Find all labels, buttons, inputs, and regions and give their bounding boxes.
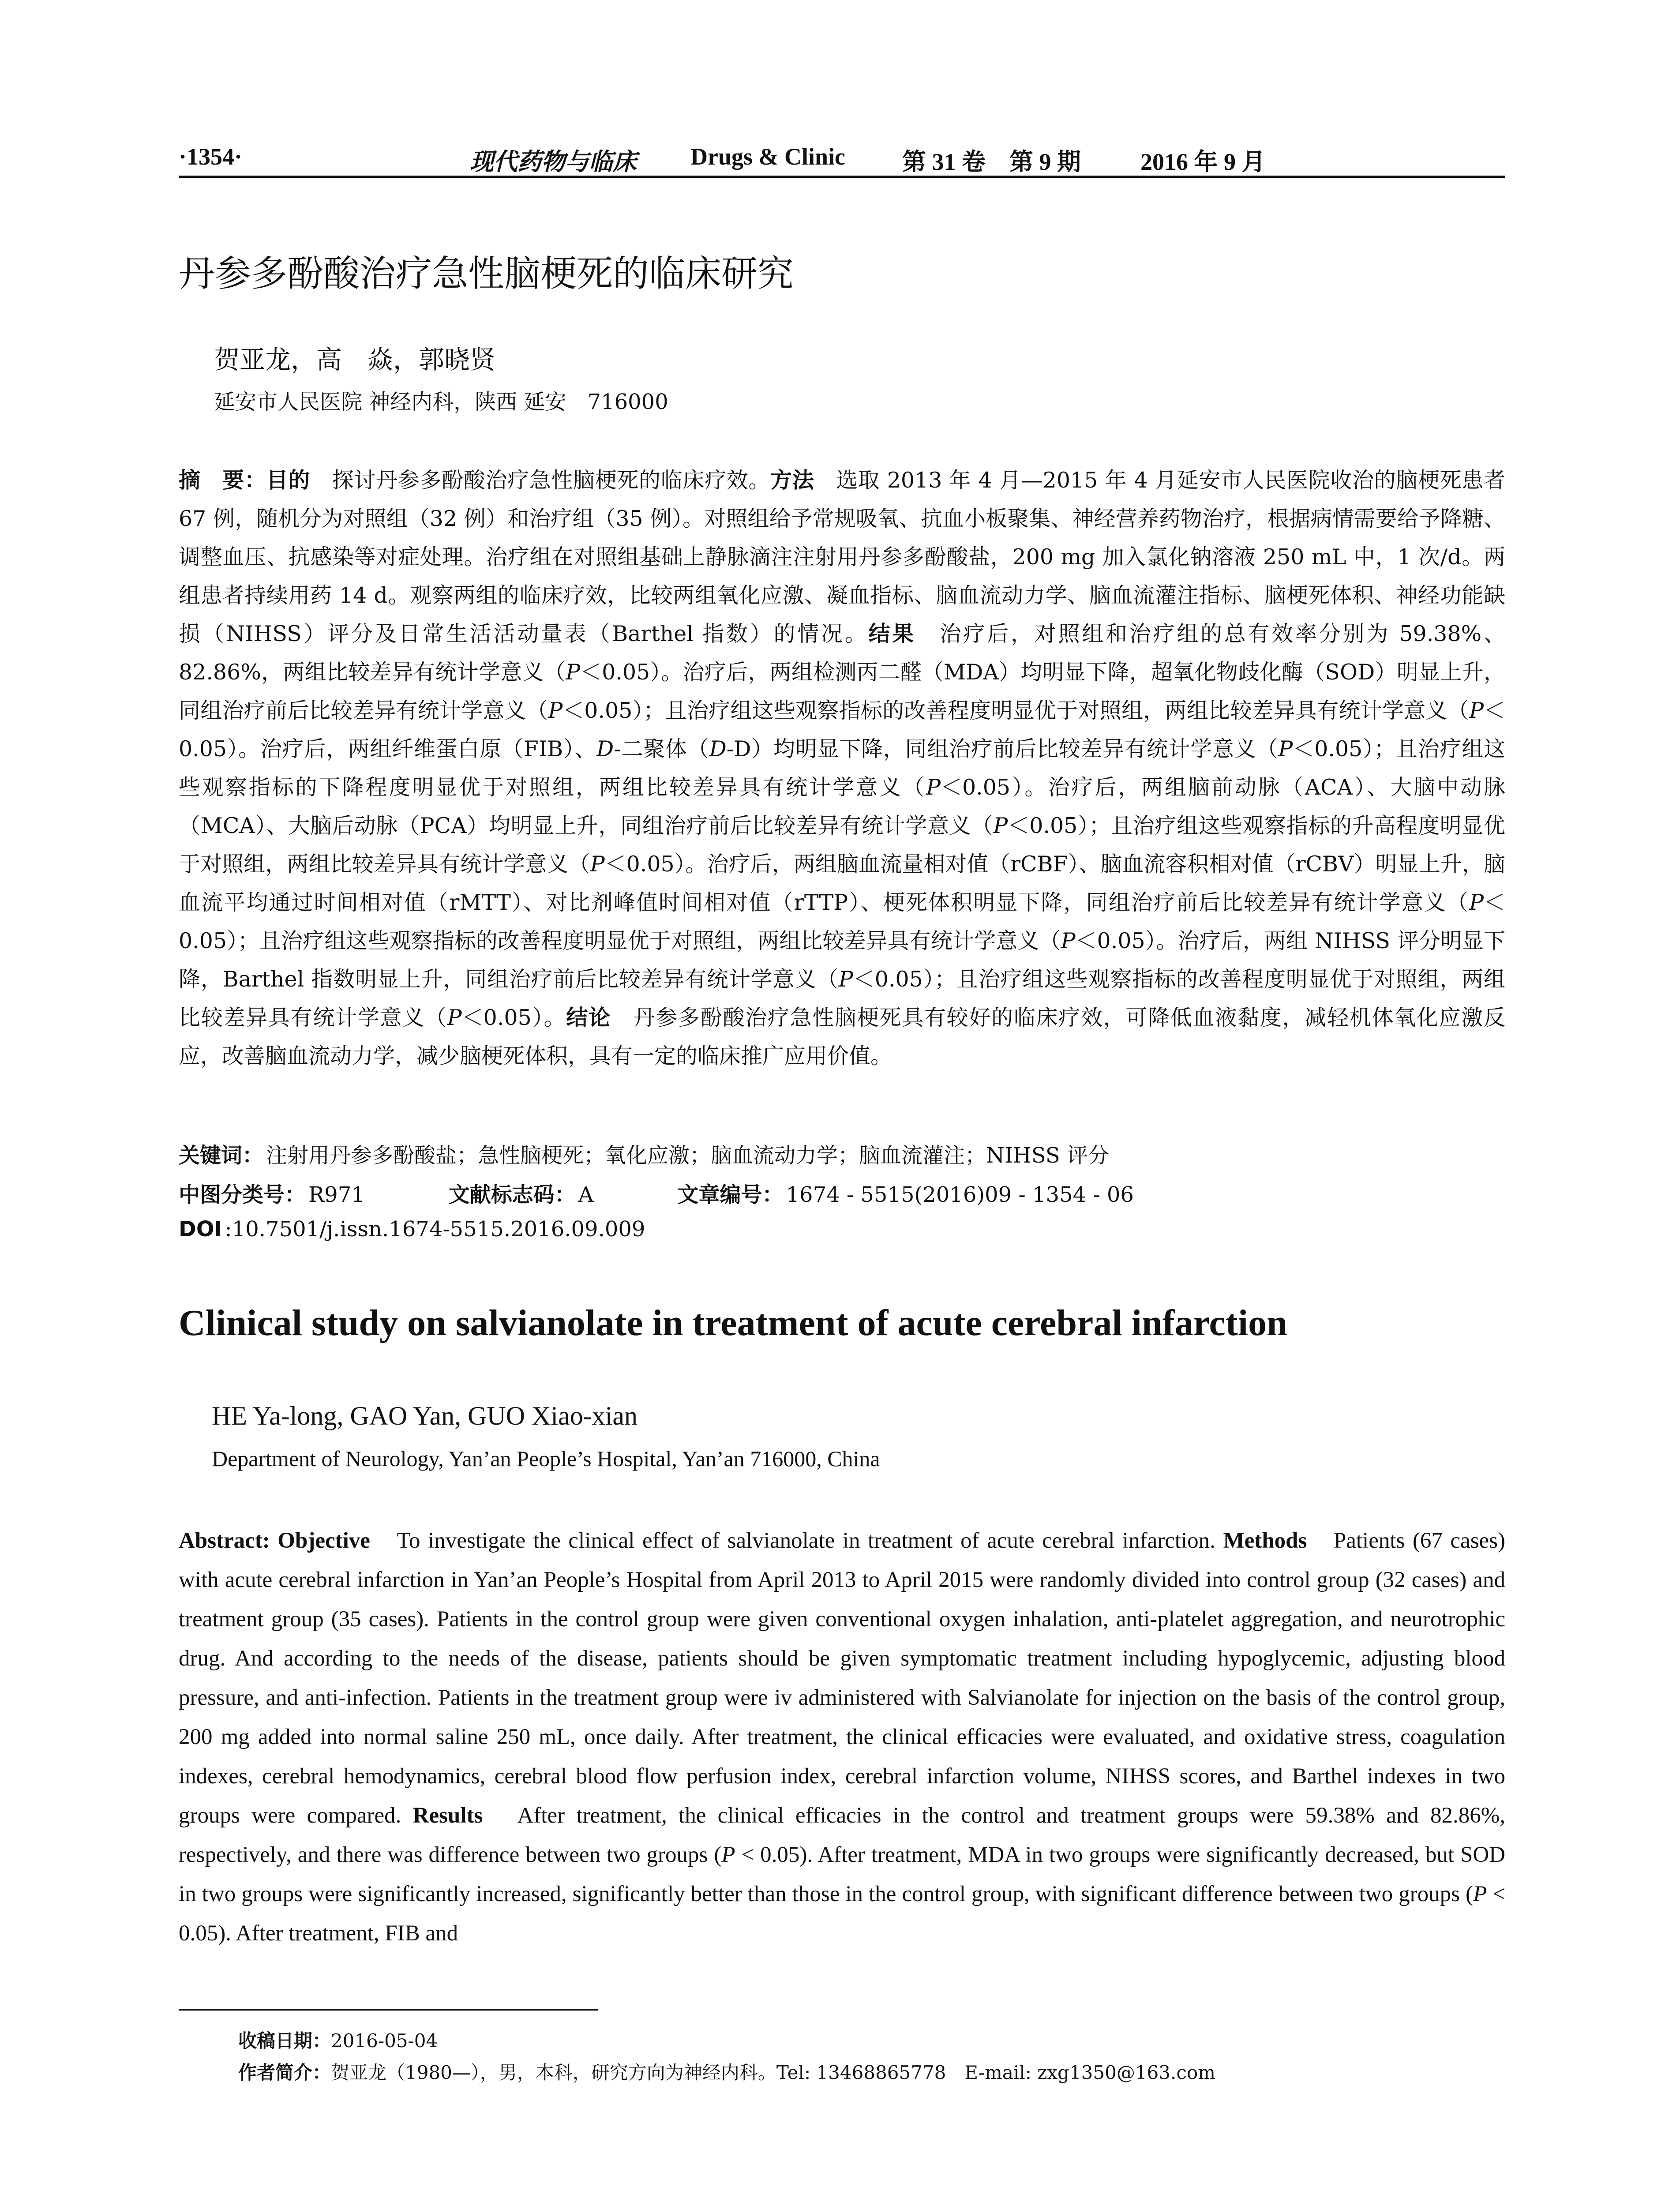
affiliation-en: Department of Neurology, Yan’an People’s Hospital, Yan’an 716000, China <box>212 1446 880 1471</box>
results-text-cn: ＜0.05）。 <box>461 1005 566 1030</box>
results-text-cn: ＜0.05）；且治疗组这些观察指标的改善程度明显优于对照组，两组比较差异具有统计学意义（ <box>562 698 1469 723</box>
results-text-cn: ＜0.05）；且治疗组这些观察指标的改善程度明显优于对照组，两组比较差异具有统计学意义（ <box>179 890 1505 953</box>
results-text-cn: ＜0.05）。治疗后，两组纤维蛋白原（FIB）、 <box>179 698 1505 762</box>
results-text-en: < 0.05). After treatment, MDA in two groups were significantly decreased, but SOD in two groups were significantly increased, significantly better than those in the control group, with significant difference between two groups ( <box>179 1842 1505 1906</box>
document-code: A <box>578 1182 594 1207</box>
journal-name-en: Drugs & Clinic <box>690 143 845 170</box>
doi-line <box>179 1217 645 1242</box>
p-symbol: P <box>1061 928 1076 953</box>
results-text-cn: ＜0.05）；且治疗组这些观察指标的改善程度明显优于对照组，两组比较差异具有统计学意义（ <box>179 967 1506 1030</box>
classification-line <box>179 1178 1134 1208</box>
conclusion-text-cn: 丹参多酚酸治疗急性脑梗死具有较好的临床疗效，可降低血液黏度，减轻机体氧化应激反应，改善脑血流动力学，减少脑梗死体积，具有一定的临床推广应用价值。 <box>179 1005 1505 1069</box>
methods-text-en: Patients (67 cases) with acute cerebral infarction in Yan’an People’s Hospital from April 2013 to April 2015 were randomly divided into control group (32 cases) and treatment group (35 cases). Patients in the control group were given conventional oxygen inhalation, anti-platelet aggregation, and neurotrophic drug. And according to the needs of the disease, patients should be given symptomatic treatment including hypoglycemic, adjusting blood pressure, and anti-infection. Patients in the treatment group were iv administered with Salvianolate for injection on the basis of the control group, 200 mg added into normal saline 250 mL, once daily. After treatment, the clinical efficacies were evaluated, and oxidative stress, coagulation indexes, cerebral hemodynamics, cerebral blood flow perfusion index, cerebral infarction volume, NIHSS scores, and Barthel indexes in two groups were compared. <box>179 1528 1506 1828</box>
author-bio: 贺亚龙（1980—），男，本科，研究方向为神经内科。Tel: 13468865778 E-mail: zxg1350@163.com <box>331 2062 1215 2083</box>
p-symbol: P <box>1473 1882 1487 1906</box>
d-symbol: D <box>709 736 727 762</box>
abstract-cn <box>179 461 1505 1075</box>
footnote-divider <box>179 2009 598 2011</box>
p-symbol: P <box>566 660 581 685</box>
p-symbol: P <box>926 775 941 800</box>
authors-en: HE Ya-long, GAO Yan, GUO Xiao-xian <box>212 1401 638 1430</box>
received-date-note <box>238 2026 438 2053</box>
article-number-label: 文章编号： <box>677 1182 784 1207</box>
results-text-cn: ＜0.05）。治疗后，两组脑前动脉（ACA）、大脑中动脉（MCA）、大脑后动脉（PCA）均明显上升，同组治疗前后比较差异有统计学意义（ <box>179 775 1505 838</box>
conclusion-label-cn: 结论 <box>566 1005 611 1030</box>
p-symbol: P <box>1469 890 1484 915</box>
affiliation-cn: 延安市人民医院 神经内科，陕西 延安 716000 <box>214 390 668 414</box>
author-bio-label: 作者简介： <box>238 2062 331 2083</box>
p-symbol: P <box>1469 698 1484 723</box>
keywords-label: 关键词： <box>179 1143 264 1168</box>
doi: :10.7501/j.issn.1674-5515.2016.09.009 <box>225 1217 645 1242</box>
abstract-en <box>179 1521 1505 1953</box>
volume-issue: 第 31 卷 第 9 期 <box>902 149 1081 175</box>
keywords-line <box>179 1138 1109 1169</box>
results-label-en: Results <box>412 1803 483 1828</box>
results-text-cn: -D）均明显下降，同组治疗前后比较差异有统计学意义（ <box>726 736 1279 762</box>
results-text-cn: ＜0.05）；且治疗组这些观察指标的升高程度明显优于对照组，两组比较差异具有统计学意义（ <box>179 813 1505 877</box>
results-text-cn: ＜0.05）。治疗后，两组脑血流量相对值（rCBF）、脑血流容积相对值（rCBV）明显上升，脑血流平均通过时间相对值（rMTT）、对比剂峰值时间相对值（rTTP）、梗死体积明显下降，同组治疗前后比较差异有统计学意义（ <box>179 852 1505 915</box>
page-number: ·1354· <box>179 143 243 170</box>
abstract-label-cn: 摘 要： <box>179 468 266 493</box>
authors-cn: 贺亚龙，高 焱，郭晓贤 <box>214 345 496 375</box>
issue-date: 2016 年 9 月 <box>1140 149 1266 175</box>
results-text-en: After treatment, the clinical efficacies in the control and treatment groups were 59.38% and 82.86%, respectively, and there was difference between two groups ( <box>179 1803 1505 1867</box>
abstract-label-en: Abstract: Objective <box>179 1528 370 1553</box>
journal-name-cn: 现代药物与临床 <box>470 149 637 175</box>
p-symbol: P <box>838 967 853 992</box>
results-text-cn: ＜0.05）。治疗后，两组检测丙二醛（MDA）均明显下降，超氧化物歧化酶（SOD）明显上升，同组治疗前后比较差异有统计学意义（ <box>179 660 1505 723</box>
article-title-en: Clinical study on salvianolate in treatment of acute cerebral infarction <box>179 1302 1287 1343</box>
document-code-label: 文献标志码： <box>448 1182 576 1207</box>
methods-label-cn: 方法 <box>770 468 814 493</box>
p-symbol: P <box>447 1005 462 1030</box>
article-title-cn: 丹参多酚酸治疗急性脑梗死的临床研究 <box>179 253 794 295</box>
results-text-cn: 治疗后，对照组和治疗组的总有效率分别为 59.38%、82.86%，两组比较差异有统计学意义（ <box>179 621 1505 685</box>
objective-text-en: To investigate the clinical effect of salvianolate in treatment of acute cerebral infarction. <box>370 1528 1223 1553</box>
received-date: 2016-05-04 <box>331 2030 438 2052</box>
clc-number: R971 <box>308 1182 365 1207</box>
objective-label-cn: 目的 <box>266 468 311 493</box>
p-symbol: P <box>721 1842 735 1867</box>
running-header <box>179 140 1505 178</box>
p-symbol: P <box>548 698 563 723</box>
author-bio-note <box>238 2058 1215 2085</box>
results-text-cn: -二聚体（ <box>614 736 709 762</box>
methods-label-en: Methods <box>1223 1528 1307 1553</box>
d-symbol: D <box>596 736 614 762</box>
clc-label: 中图分类号： <box>179 1182 306 1207</box>
received-label: 收稿日期： <box>238 2030 331 2052</box>
results-text-cn: ＜0.05）。治疗后，两组 NIHSS 评分明显下降，Barthel 指数明显上升，同组治疗前后比较差异有统计学意义（ <box>179 928 1505 992</box>
article-number: 1674 - 5515(2016)09 - 1354 - 06 <box>786 1182 1134 1207</box>
methods-text-cn: 选取 2013 年 4 月—2015 年 4 月延安市人民医院收治的脑梗死患者 67 例，随机分为对照组（32 例）和治疗组（35 例）。对照组给予常规吸氧、抗血小板聚集、神经营养药物治疗，根据病情需要给予降糖、调整血压、抗感染等对症处理。治疗组在对照组基础上静脉滴注注射用丹参多酚酸盐，200 mg 加入氯化钠溶液 250 mL 中，1 次/d。两组患者持续用药 14 d。观察两组的临床疗效，比较两组氧化应激、凝血指标、脑血流动力学、脑血流灌注指标、脑梗死体积、神经功能缺损（NIHSS）评分及日常生活活动量表（Barthel 指数）的情况。 <box>179 468 1505 646</box>
p-symbol: P <box>590 852 605 877</box>
objective-text-cn: 探讨丹参多酚酸治疗急性脑梗死的临床疗效。 <box>310 468 771 493</box>
results-text-en: < 0.05). After treatment, FIB and <box>179 1882 1506 1946</box>
doi-label: DOI <box>179 1217 222 1242</box>
results-text-cn: ＜0.05）；且治疗组这些观察指标的下降程度明显优于对照组，两组比较差异具有统计学意义（ <box>179 736 1505 800</box>
keywords: 注射用丹参多酚酸盐；急性脑梗死；氧化应激；脑血流动力学；脑血流灌注；NIHSS 评分 <box>266 1143 1110 1168</box>
p-symbol: P <box>1278 736 1293 762</box>
results-label-cn: 结果 <box>868 621 916 646</box>
p-symbol: P <box>993 813 1008 838</box>
